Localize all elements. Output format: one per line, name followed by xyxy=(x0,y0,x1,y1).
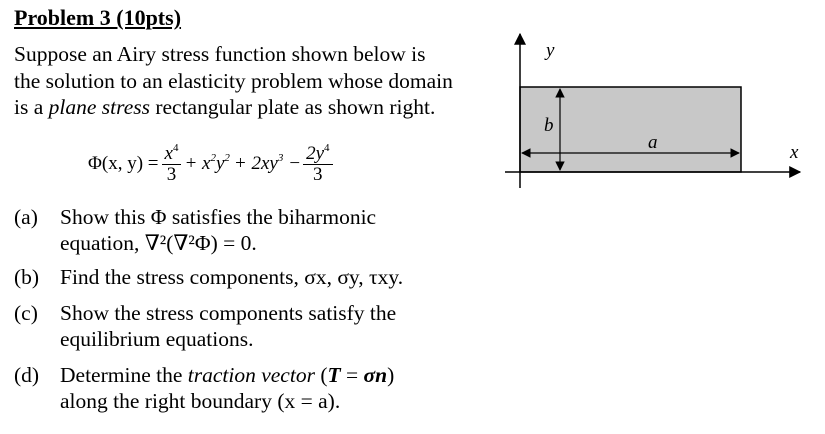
intro-line-1: Suppose an Airy stress function shown below is xyxy=(14,42,426,66)
term-x2y2: + $x^2y^2$ xyxy=(184,152,230,174)
problem-title: Problem 3 (10pts) xyxy=(14,5,182,30)
plane-stress-term: plane stress xyxy=(48,95,150,119)
y-axis-label: y xyxy=(546,40,555,61)
minus-sign: − xyxy=(289,153,301,174)
x-axis-label: x xyxy=(790,142,799,163)
intro-line-2: the solution to an elasticity problem whose domain xyxy=(14,68,453,93)
term-2xy3: + $2xy^3$ xyxy=(233,152,284,174)
part-b: (b) Find the stress components, σx, σy, τxy. xyxy=(14,265,404,289)
intro-line-3: is a plane stress rectangular plate as shown right. xyxy=(14,95,436,119)
part-d: (d) Determine the traction vector (T = σn) along the right boundary (x = a). xyxy=(14,363,395,413)
equation-lhs: Φ(x, y) = xyxy=(88,153,159,174)
height-label: b xyxy=(544,115,554,136)
term-2y4-over-3: $\frac{2y^4}{3}$ xyxy=(303,144,332,185)
width-label: a xyxy=(648,132,658,153)
term-x4-over-3: $\frac{x^4}{3}$ xyxy=(162,144,182,185)
part-c: (c) Show the stress components satisfy the equilibrium equations. xyxy=(14,301,397,351)
part-a: (a) Show this Φ satisfies the biharmonic equation, ∇²(∇²Φ) = 0. xyxy=(14,205,377,255)
